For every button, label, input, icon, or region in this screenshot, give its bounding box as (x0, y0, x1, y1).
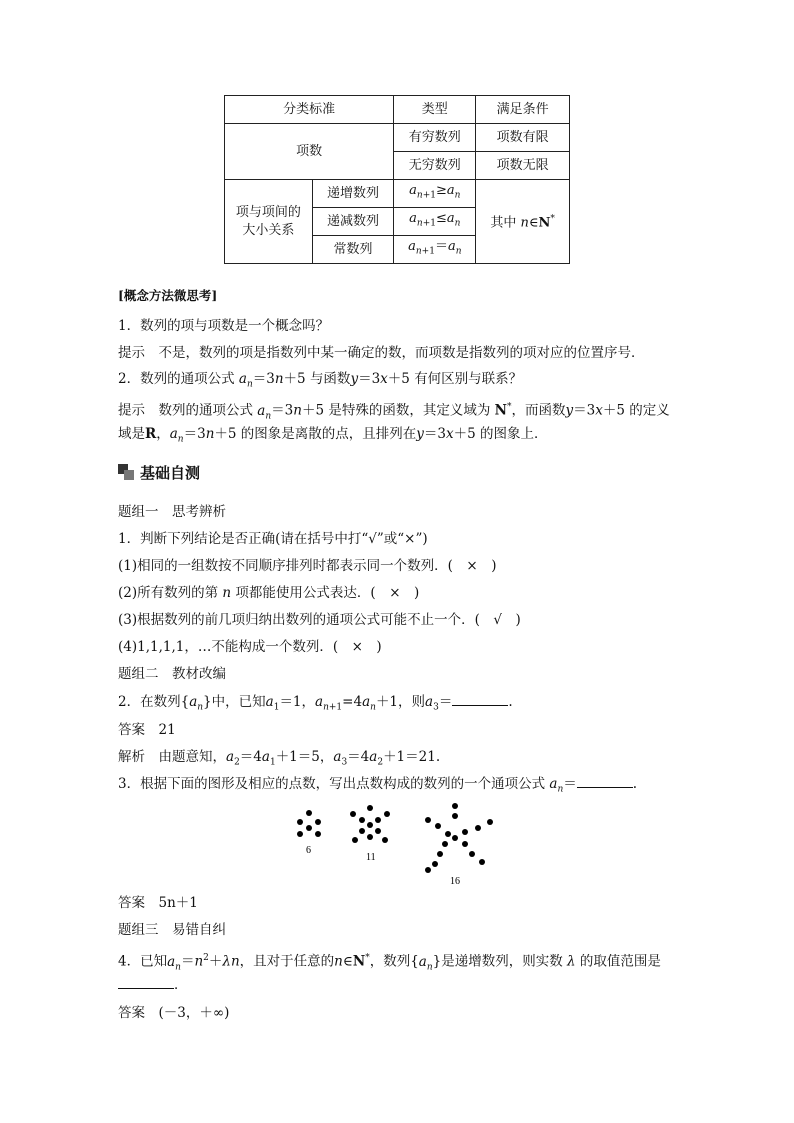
cond-finite: 项数有限 (476, 124, 570, 152)
section-square-icon (118, 464, 134, 480)
cond-decreasing: $a_{n+1}\le a_n$ (394, 208, 476, 236)
concept-q1: 1．数列的项与项数是一个概念吗？ (118, 318, 330, 334)
answer-4: 答案 (－3，＋∞) (118, 1005, 230, 1021)
answer-blank-3[interactable] (577, 775, 633, 788)
group2-title: 题组二 教材改编 (118, 666, 226, 682)
cond-where: 其中 n∈N* (476, 180, 570, 264)
question-3: 3．根据下面的图形及相应的点数，写出点数构成的数列的一个通项公式 $a_n=$ . (118, 776, 638, 795)
answer-2: 答案 21 (118, 722, 176, 738)
row-count: 项数 (225, 124, 394, 180)
group1-question: 1．判断下列结论是否正确(请在括号中打“√”或“×”) (118, 531, 428, 547)
answer-blank-2[interactable] (452, 693, 508, 706)
statement-4: (4)1,1,1,1，…不能构成一个数列．( × ) (118, 639, 382, 655)
dot-label-11: 11 (366, 852, 376, 863)
statement-1: (1)相同的一组数按不同顺序排列时都表示同一个数列．( × ) (118, 558, 497, 574)
classification-table (224, 95, 570, 264)
statement-2: (2)所有数列的第 n 项都能使用公式表达．( × ) (118, 585, 420, 601)
concept-a2-line1: 提示 数列的通项公式 $a_n=3n+5$ 是特殊的函数，其定义域为 N*，而函数y＝3x＋5 的定义 (118, 402, 670, 422)
dot-figure-16 (425, 803, 493, 873)
header-type: 类型 (394, 96, 476, 124)
cond-constant: $a_{n+1}=a_n$ (394, 236, 476, 264)
section-header (118, 462, 200, 482)
cond-infinite: 项数无限 (476, 152, 570, 180)
concept-q2: 2．数列的通项公式 $a_n=3n+5$ 与函数y＝3x＋5 有何区别与联系？ (118, 371, 523, 390)
dot-label-16: 16 (450, 876, 460, 887)
header-standard: 分类标准 (225, 96, 394, 124)
statement-3: (3)根据数列的前几项归纳出数列的通项公式可能不止一个．( √ ) (118, 612, 521, 628)
question-4: 4．已知$a_n=n^2+\lambda n$，且对于任意的n∈N*，数列$\{a_n\}$是递增数列，则实数 λ 的取值范围是 (118, 953, 661, 973)
concept-a2-line2: 域是R，$a_n=3n+5$ 的图象是离散的点，且排列在y＝3x＋5 的图象上． (118, 426, 548, 445)
dot-figure-6 (297, 810, 321, 837)
answer-blank-4[interactable] (118, 976, 174, 989)
dot-label-6: 6 (306, 845, 311, 856)
group1-title: 题组一 思考辨析 (118, 504, 226, 520)
section-title: 基础自测 (140, 463, 201, 482)
dot-figure-11 (350, 805, 390, 843)
question-2: 2．在数列$\{a_n\}$中，已知$a_1=1$，$a_{n+1}=4a_n+1$，则$a_3=$ . (118, 694, 513, 713)
concept-title: [概念方法微思考] (118, 288, 218, 303)
type-constant: 常数列 (312, 236, 394, 264)
row-relation: 项与项间的 大小关系 (225, 180, 313, 264)
header-condition: 满足条件 (476, 96, 570, 124)
answer-3: 答案 5n＋1 (118, 895, 198, 911)
concept-a1: 提示 不是，数列的项是指数列中某一确定的数，而项数是指数列的项对应的位置序号． (118, 345, 645, 361)
question-4-blank-line: ． (118, 975, 188, 995)
group3-title: 题组三 易错自纠 (118, 922, 226, 938)
cond-increasing: $a_{n+1}\ge a_n$ (394, 180, 476, 208)
type-finite: 有穷数列 (394, 124, 476, 152)
solution-2: 解析 由题意知，$a_2=4a_1+1=5$，$a_3=4a_2+1=21$. (118, 749, 441, 768)
dot-pattern-figure (290, 800, 510, 890)
type-increasing: 递增数列 (312, 180, 394, 208)
type-infinite: 无穷数列 (394, 152, 476, 180)
type-decreasing: 递减数列 (312, 208, 394, 236)
